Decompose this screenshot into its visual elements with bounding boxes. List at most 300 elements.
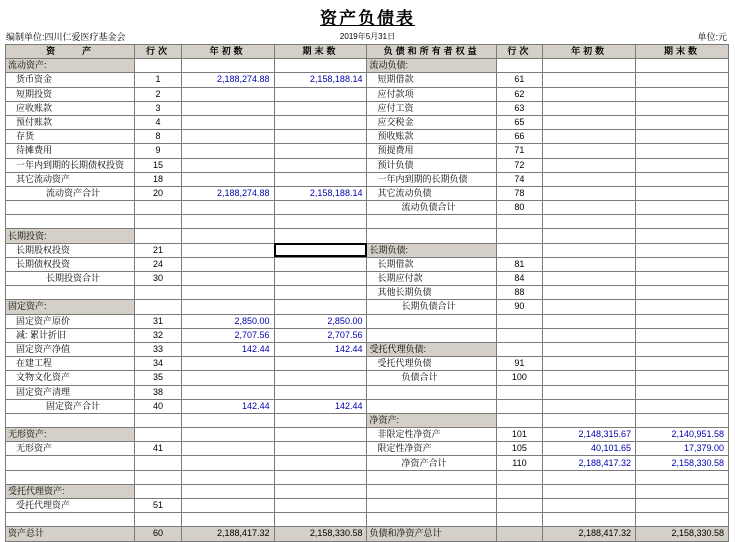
row-asset-end[interactable]: [274, 371, 367, 385]
row-liability-begin[interactable]: [543, 130, 636, 144]
row-asset-begin[interactable]: 2,188,274.88: [181, 186, 274, 200]
row-asset-line-no[interactable]: 51: [135, 499, 181, 513]
balance-sheet-table: [5, 44, 729, 542]
row-liability-begin[interactable]: [543, 59, 636, 73]
row-liability-line-no[interactable]: [496, 215, 542, 229]
row-asset-end[interactable]: [274, 357, 367, 371]
row-asset-label[interactable]: 固定资产清理: [6, 385, 135, 399]
row-liability-end[interactable]: [636, 215, 729, 229]
row-asset-label[interactable]: 固定资产:: [6, 300, 135, 314]
row-liability-label[interactable]: [367, 399, 496, 413]
row-liability-end[interactable]: [636, 399, 729, 413]
row-liability-line-no[interactable]: 74: [496, 172, 542, 186]
row-asset-end[interactable]: [274, 428, 367, 442]
table-row: [6, 172, 729, 186]
row-asset-end[interactable]: [274, 115, 367, 129]
row-liability-line-no[interactable]: [496, 413, 542, 427]
row-asset-label[interactable]: 短期投资: [6, 87, 135, 101]
row-liability-begin[interactable]: [543, 272, 636, 286]
row-asset-begin[interactable]: [181, 513, 274, 527]
table-row: [6, 314, 729, 328]
row-asset-line-no[interactable]: 18: [135, 172, 181, 186]
row-asset-line-no[interactable]: 3: [135, 101, 181, 115]
table-row: [6, 73, 729, 87]
table-header-row: [6, 45, 729, 59]
row-asset-label[interactable]: 流动资产:: [6, 59, 135, 73]
row-asset-begin[interactable]: [181, 484, 274, 498]
row-asset-line-no[interactable]: [135, 59, 181, 73]
row-asset-end[interactable]: [274, 201, 367, 215]
col-begin-2: 年初数: [543, 45, 636, 59]
row-asset-end[interactable]: [274, 101, 367, 115]
row-liability-line-no[interactable]: 84: [496, 272, 542, 286]
row-asset-begin[interactable]: [181, 101, 274, 115]
row-asset-begin[interactable]: [181, 470, 274, 484]
row-asset-begin[interactable]: [181, 158, 274, 172]
row-asset-begin[interactable]: [181, 300, 274, 314]
row-asset-label[interactable]: 无形资产:: [6, 428, 135, 442]
row-asset-label[interactable]: 无形资产: [6, 442, 135, 456]
row-asset-label[interactable]: 文物文化资产: [6, 371, 135, 385]
col-line-no: 行次: [135, 45, 181, 59]
row-liability-label[interactable]: 限定性净资产: [367, 442, 496, 456]
row-asset-begin[interactable]: [181, 357, 274, 371]
row-liability-line-no[interactable]: [496, 470, 542, 484]
row-asset-line-no[interactable]: [135, 456, 181, 470]
row-liability-begin[interactable]: [543, 399, 636, 413]
row-asset-end[interactable]: 142.44: [274, 399, 367, 413]
row-liability-label[interactable]: 非限定性净资产: [367, 428, 496, 442]
row-asset-begin[interactable]: 2,850.00: [181, 314, 274, 328]
row-asset-label[interactable]: [6, 215, 135, 229]
row-liability-end[interactable]: [636, 272, 729, 286]
row-liability-label[interactable]: 其他长期负债: [367, 286, 496, 300]
row-asset-label[interactable]: [6, 470, 135, 484]
row-liability-label[interactable]: 长期借款: [367, 257, 496, 271]
row-asset-line-no[interactable]: 8: [135, 130, 181, 144]
row-liability-end[interactable]: [636, 115, 729, 129]
row-liability-end[interactable]: [636, 470, 729, 484]
row-asset-line-no[interactable]: 35: [135, 371, 181, 385]
row-liability-begin[interactable]: [543, 357, 636, 371]
table-row: [6, 201, 729, 215]
row-liability-begin[interactable]: [543, 342, 636, 356]
row-asset-end[interactable]: [274, 484, 367, 498]
row-liability-label[interactable]: [367, 385, 496, 399]
row-liability-end[interactable]: [636, 300, 729, 314]
row-liability-end[interactable]: [636, 257, 729, 271]
row-asset-end[interactable]: [274, 300, 367, 314]
row-liability-end[interactable]: [636, 130, 729, 144]
row-liability-end[interactable]: [636, 371, 729, 385]
row-asset-line-no[interactable]: [135, 428, 181, 442]
row-liability-line-no[interactable]: [496, 243, 542, 257]
row-liability-line-no[interactable]: 63: [496, 101, 542, 115]
row-liability-begin[interactable]: [543, 413, 636, 427]
prepared-by-label: 编制单位:: [6, 32, 45, 42]
row-liability-end[interactable]: [636, 413, 729, 427]
row-asset-end[interactable]: [274, 243, 367, 257]
row-asset-begin[interactable]: [181, 442, 274, 456]
row-asset-end[interactable]: 2,158,188.14: [274, 186, 367, 200]
row-liability-end[interactable]: [636, 357, 729, 371]
row-liability-label[interactable]: 预计负债: [367, 158, 496, 172]
row-liability-end[interactable]: [636, 484, 729, 498]
row-asset-begin[interactable]: [181, 272, 274, 286]
row-asset-end[interactable]: [274, 257, 367, 271]
row-liability-begin[interactable]: [543, 243, 636, 257]
row-liability-label[interactable]: [367, 229, 496, 243]
table-row: [6, 272, 729, 286]
row-asset-begin[interactable]: [181, 172, 274, 186]
row-asset-label[interactable]: 一年内到期的长期债权投资: [6, 158, 135, 172]
row-asset-label[interactable]: 受托代理资产:: [6, 484, 135, 498]
row-asset-line-no[interactable]: [135, 413, 181, 427]
row-liability-line-no[interactable]: [496, 328, 542, 342]
row-liability-begin[interactable]: [543, 470, 636, 484]
row-liability-end[interactable]: [636, 229, 729, 243]
row-liability-begin[interactable]: [543, 300, 636, 314]
row-liability-label[interactable]: [367, 328, 496, 342]
row-liability-begin[interactable]: [543, 257, 636, 271]
row-asset-begin[interactable]: [181, 456, 274, 470]
row-liability-label[interactable]: [367, 513, 496, 527]
row-liability-label[interactable]: 应付款项: [367, 87, 496, 101]
row-asset-label[interactable]: [6, 413, 135, 427]
row-asset-begin[interactable]: [181, 257, 274, 271]
table-row: [6, 399, 729, 413]
row-asset-line-no[interactable]: 32: [135, 328, 181, 342]
row-asset-label[interactable]: 应收账款: [6, 101, 135, 115]
row-liability-line-no[interactable]: [496, 484, 542, 498]
row-liability-label[interactable]: [367, 470, 496, 484]
row-asset-end[interactable]: [274, 172, 367, 186]
row-liability-line-no[interactable]: 91: [496, 357, 542, 371]
row-liability-label[interactable]: 其它流动负债: [367, 186, 496, 200]
row-liability-line-no[interactable]: 80: [496, 201, 542, 215]
row-asset-line-no[interactable]: 15: [135, 158, 181, 172]
row-liability-end[interactable]: [636, 513, 729, 527]
row-asset-label[interactable]: [6, 286, 135, 300]
row-liability-line-no[interactable]: 62: [496, 87, 542, 101]
table-row: [6, 456, 729, 470]
row-liability-begin[interactable]: [543, 186, 636, 200]
row-liability-label[interactable]: [367, 484, 496, 498]
row-liability-label[interactable]: 流动负债合计: [367, 201, 496, 215]
row-asset-begin[interactable]: [181, 499, 274, 513]
col-line-no-2: 行次: [496, 45, 542, 59]
row-liability-begin[interactable]: [543, 201, 636, 215]
row-liability-label[interactable]: 短期借款: [367, 73, 496, 87]
row-asset-begin[interactable]: [181, 87, 274, 101]
row-liability-label[interactable]: 预提费用: [367, 144, 496, 158]
row-liability-end[interactable]: [636, 87, 729, 101]
row-liability-begin[interactable]: [543, 286, 636, 300]
row-liability-line-no[interactable]: [496, 229, 542, 243]
row-liability-label[interactable]: 负债合计: [367, 371, 496, 385]
row-asset-begin[interactable]: 142.44: [181, 342, 274, 356]
row-liability-line-no[interactable]: 65: [496, 115, 542, 129]
row-asset-line-no[interactable]: 41: [135, 442, 181, 456]
row-asset-end[interactable]: [274, 87, 367, 101]
row-asset-line-no[interactable]: [135, 201, 181, 215]
row-liability-label[interactable]: [367, 314, 496, 328]
row-liability-begin[interactable]: [543, 229, 636, 243]
row-liability-label[interactable]: 长期负债合计: [367, 300, 496, 314]
row-liability-begin[interactable]: [543, 172, 636, 186]
row-asset-end[interactable]: [274, 513, 367, 527]
table-row: [6, 186, 729, 200]
row-liability-end[interactable]: [636, 144, 729, 158]
row-liability-begin[interactable]: 2,188,417.32: [543, 527, 636, 541]
row-asset-line-no[interactable]: 60: [135, 527, 181, 541]
row-liability-begin[interactable]: [543, 158, 636, 172]
row-asset-line-no[interactable]: [135, 215, 181, 229]
row-liability-begin[interactable]: [543, 144, 636, 158]
row-asset-begin[interactable]: [181, 413, 274, 427]
row-liability-end[interactable]: 2,158,330.58: [636, 456, 729, 470]
row-asset-line-no[interactable]: 24: [135, 257, 181, 271]
row-asset-line-no[interactable]: 30: [135, 272, 181, 286]
table-row: [6, 527, 729, 541]
row-asset-end[interactable]: [274, 286, 367, 300]
row-liability-end[interactable]: [636, 314, 729, 328]
row-asset-line-no[interactable]: [135, 286, 181, 300]
row-asset-line-no[interactable]: 40: [135, 399, 181, 413]
row-liability-end[interactable]: [636, 243, 729, 257]
row-asset-end[interactable]: [274, 456, 367, 470]
row-asset-begin[interactable]: [181, 59, 274, 73]
row-asset-end[interactable]: [274, 158, 367, 172]
row-liability-end[interactable]: 2,158,330.58: [636, 527, 729, 541]
row-asset-label[interactable]: 减: 累计折旧: [6, 328, 135, 342]
row-asset-end[interactable]: [274, 413, 367, 427]
row-asset-end[interactable]: [274, 499, 367, 513]
row-liability-line-no[interactable]: 105: [496, 442, 542, 456]
row-liability-begin[interactable]: 40,101.65: [543, 442, 636, 456]
row-asset-begin[interactable]: [181, 115, 274, 129]
row-liability-begin[interactable]: [543, 87, 636, 101]
row-liability-line-no[interactable]: 72: [496, 158, 542, 172]
table-row: [6, 115, 729, 129]
row-asset-line-no[interactable]: [135, 229, 181, 243]
row-liability-label[interactable]: 流动负债:: [367, 59, 496, 73]
row-liability-line-no[interactable]: [496, 499, 542, 513]
row-asset-begin[interactable]: [181, 215, 274, 229]
row-liability-line-no[interactable]: 88: [496, 286, 542, 300]
row-liability-label[interactable]: 受托代理负债: [367, 357, 496, 371]
table-row: [6, 144, 729, 158]
row-asset-label[interactable]: 货币资金: [6, 73, 135, 87]
row-asset-label[interactable]: [6, 456, 135, 470]
row-liability-begin[interactable]: [543, 101, 636, 115]
row-liability-line-no[interactable]: [496, 59, 542, 73]
row-asset-begin[interactable]: [181, 201, 274, 215]
row-asset-label[interactable]: 长期债权投资: [6, 257, 135, 271]
row-asset-begin[interactable]: [181, 286, 274, 300]
row-asset-line-no[interactable]: 20: [135, 186, 181, 200]
table-row: [6, 130, 729, 144]
row-asset-end[interactable]: [274, 385, 367, 399]
row-liability-begin[interactable]: [543, 314, 636, 328]
row-asset-begin[interactable]: [181, 144, 274, 158]
row-liability-label[interactable]: 净资产:: [367, 413, 496, 427]
row-liability-label[interactable]: [367, 499, 496, 513]
row-asset-line-no[interactable]: 34: [135, 357, 181, 371]
row-asset-label[interactable]: 长期股权投资: [6, 243, 135, 257]
row-asset-end[interactable]: [274, 130, 367, 144]
row-liability-label[interactable]: 净资产合计: [367, 456, 496, 470]
row-liability-label[interactable]: 长期应付款: [367, 272, 496, 286]
row-asset-begin[interactable]: [181, 229, 274, 243]
row-asset-end[interactable]: 2,850.00: [274, 314, 367, 328]
row-liability-line-no[interactable]: 61: [496, 73, 542, 87]
col-end-2: 期末数: [636, 45, 729, 59]
row-asset-end[interactable]: [274, 272, 367, 286]
row-liability-begin[interactable]: [543, 215, 636, 229]
row-asset-label[interactable]: 固定资产合计: [6, 399, 135, 413]
col-end: 期末数: [274, 45, 367, 59]
row-liability-begin[interactable]: [543, 115, 636, 129]
row-asset-begin[interactable]: 142.44: [181, 399, 274, 413]
row-liability-label[interactable]: 负债和净资产总计: [367, 527, 496, 541]
row-liability-label[interactable]: 一年内到期的长期负债: [367, 172, 496, 186]
row-liability-line-no[interactable]: 66: [496, 130, 542, 144]
document-header: [0, 30, 735, 44]
row-asset-label[interactable]: 其它流动资产: [6, 172, 135, 186]
row-liability-begin[interactable]: [543, 371, 636, 385]
row-liability-end[interactable]: [636, 186, 729, 200]
row-asset-end[interactable]: 2,158,330.58: [274, 527, 367, 541]
row-liability-label[interactable]: 受托代理负债:: [367, 342, 496, 356]
row-liability-end[interactable]: [636, 101, 729, 115]
row-asset-line-no[interactable]: 4: [135, 115, 181, 129]
row-asset-line-no[interactable]: [135, 484, 181, 498]
row-asset-line-no[interactable]: 38: [135, 385, 181, 399]
row-liability-line-no[interactable]: 100: [496, 371, 542, 385]
table-row: [6, 385, 729, 399]
row-liability-end[interactable]: 2,140,951.58: [636, 428, 729, 442]
row-liability-end[interactable]: [636, 328, 729, 342]
row-liability-label[interactable]: 长期负债:: [367, 243, 496, 257]
row-liability-begin[interactable]: [543, 513, 636, 527]
row-liability-end[interactable]: [636, 172, 729, 186]
row-liability-begin[interactable]: [543, 328, 636, 342]
row-asset-end[interactable]: 2,707.56: [274, 328, 367, 342]
row-liability-line-no[interactable]: [496, 314, 542, 328]
col-begin: 年初数: [181, 45, 274, 59]
row-liability-line-no[interactable]: [496, 399, 542, 413]
row-asset-begin[interactable]: [181, 385, 274, 399]
row-asset-end[interactable]: [274, 470, 367, 484]
table-row: [6, 229, 729, 243]
row-liability-begin[interactable]: 2,148,315.67: [543, 428, 636, 442]
row-asset-end[interactable]: [274, 59, 367, 73]
row-asset-line-no[interactable]: 1: [135, 73, 181, 87]
row-asset-begin[interactable]: [181, 243, 274, 257]
row-liability-begin[interactable]: [543, 385, 636, 399]
row-asset-line-no[interactable]: [135, 513, 181, 527]
row-asset-label[interactable]: 长期投资合计: [6, 272, 135, 286]
row-asset-end[interactable]: [274, 229, 367, 243]
row-asset-line-no[interactable]: 31: [135, 314, 181, 328]
row-asset-label[interactable]: 资产总计: [6, 527, 135, 541]
row-asset-line-no[interactable]: 9: [135, 144, 181, 158]
row-asset-begin[interactable]: [181, 428, 274, 442]
row-liability-line-no[interactable]: [496, 342, 542, 356]
table-row: [6, 300, 729, 314]
row-asset-label[interactable]: [6, 513, 135, 527]
row-asset-end[interactable]: [274, 215, 367, 229]
row-asset-begin[interactable]: [181, 130, 274, 144]
row-liability-begin[interactable]: [543, 73, 636, 87]
row-asset-label[interactable]: 固定资产净值: [6, 342, 135, 356]
row-liability-end[interactable]: [636, 499, 729, 513]
row-asset-end[interactable]: 142.44: [274, 342, 367, 356]
row-liability-line-no[interactable]: 71: [496, 144, 542, 158]
row-liability-label[interactable]: 应交税金: [367, 115, 496, 129]
row-liability-line-no[interactable]: [496, 527, 542, 541]
row-asset-end[interactable]: 2,158,188.14: [274, 73, 367, 87]
row-asset-label[interactable]: 受托代理资产: [6, 499, 135, 513]
row-asset-begin[interactable]: 2,707.56: [181, 328, 274, 342]
row-liability-line-no[interactable]: [496, 385, 542, 399]
row-liability-end[interactable]: [636, 158, 729, 172]
row-liability-line-no[interactable]: 81: [496, 257, 542, 271]
row-asset-begin[interactable]: [181, 371, 274, 385]
row-liability-end[interactable]: [636, 342, 729, 356]
row-asset-label[interactable]: 长期投资:: [6, 229, 135, 243]
row-liability-label[interactable]: 应付工资: [367, 101, 496, 115]
row-asset-label[interactable]: 预付账款: [6, 115, 135, 129]
row-liability-begin[interactable]: [543, 484, 636, 498]
row-liability-end[interactable]: [636, 201, 729, 215]
row-liability-line-no[interactable]: 101: [496, 428, 542, 442]
row-asset-end[interactable]: [274, 442, 367, 456]
row-liability-end[interactable]: [636, 286, 729, 300]
row-asset-line-no[interactable]: 2: [135, 87, 181, 101]
row-asset-line-no[interactable]: 21: [135, 243, 181, 257]
row-liability-label[interactable]: [367, 215, 496, 229]
row-asset-begin[interactable]: 2,188,274.88: [181, 73, 274, 87]
row-liability-begin[interactable]: 2,188,417.32: [543, 456, 636, 470]
page-title: 资产负债表: [320, 9, 415, 28]
row-liability-line-no[interactable]: 78: [496, 186, 542, 200]
row-asset-line-no[interactable]: 33: [135, 342, 181, 356]
row-liability-line-no[interactable]: 90: [496, 300, 542, 314]
row-liability-end[interactable]: [636, 73, 729, 87]
row-liability-end[interactable]: [636, 385, 729, 399]
row-liability-line-no[interactable]: 110: [496, 456, 542, 470]
prepared-by-value: 四川仁爱医疗基金会: [44, 32, 126, 42]
row-asset-label[interactable]: 待摊费用: [6, 144, 135, 158]
row-asset-line-no[interactable]: [135, 300, 181, 314]
row-liability-end[interactable]: 17,379.00: [636, 442, 729, 456]
row-asset-label[interactable]: 存货: [6, 130, 135, 144]
table-body: [6, 59, 729, 541]
row-asset-label[interactable]: 流动资产合计: [6, 186, 135, 200]
row-asset-label[interactable]: 固定资产原价: [6, 314, 135, 328]
row-asset-begin[interactable]: 2,188,417.32: [181, 527, 274, 541]
row-liability-line-no[interactable]: [496, 513, 542, 527]
row-liability-end[interactable]: [636, 59, 729, 73]
row-asset-label[interactable]: 在建工程: [6, 357, 135, 371]
row-liability-label[interactable]: 预收账款: [367, 130, 496, 144]
row-asset-end[interactable]: [274, 144, 367, 158]
row-asset-label[interactable]: [6, 201, 135, 215]
row-asset-line-no[interactable]: [135, 470, 181, 484]
row-liability-begin[interactable]: [543, 499, 636, 513]
